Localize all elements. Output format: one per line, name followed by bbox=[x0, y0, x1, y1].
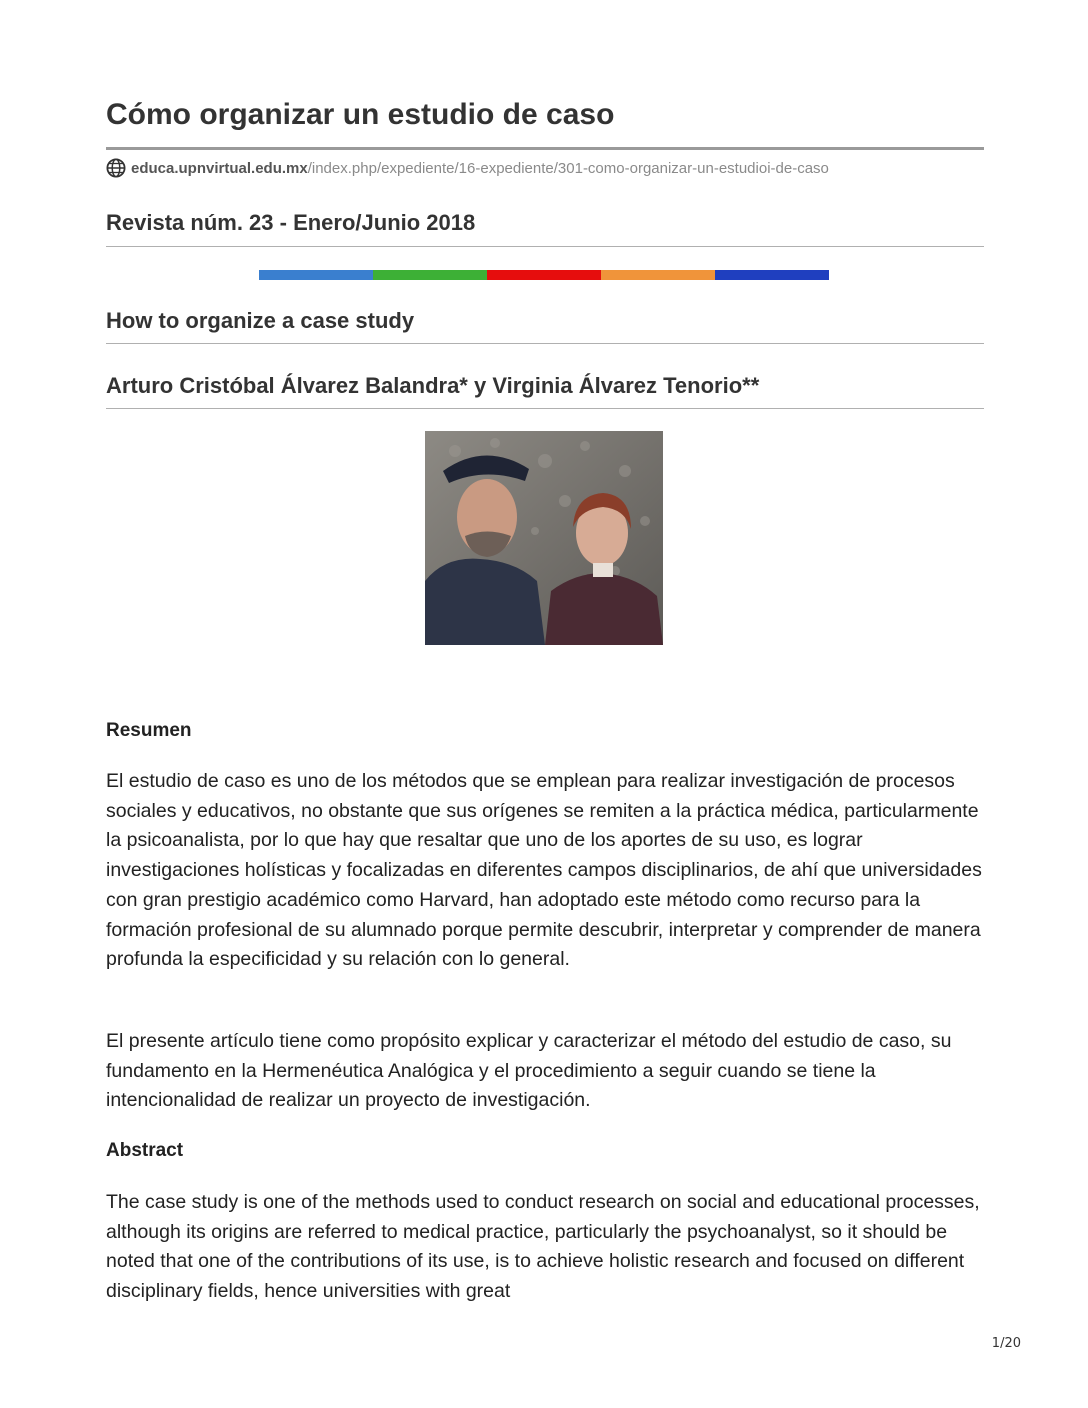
title-divider bbox=[106, 147, 984, 150]
abstract-heading: Abstract bbox=[106, 1140, 184, 1161]
globe-icon bbox=[106, 158, 126, 178]
resumen-heading: Resumen bbox=[106, 720, 192, 741]
abstract-paragraph-1: The case study is one of the methods used to conduct research on social and educational processes, although its origins are referred to medical practice, particularly the psychoanalyst, so it should be noted that one of the contributions of its use, is to achieve holistic research and focused on different disciplinary fields, hence universities with great bbox=[106, 1191, 980, 1303]
divider bbox=[106, 343, 984, 344]
color-bar bbox=[259, 270, 829, 280]
english-title: How to organize a case study bbox=[106, 308, 415, 333]
page-title: Cómo organizar un estudio de caso bbox=[106, 98, 615, 131]
color-bar-segment bbox=[259, 270, 373, 280]
source-url[interactable] bbox=[106, 157, 829, 179]
authors-photo bbox=[425, 431, 663, 645]
divider bbox=[106, 246, 984, 247]
authors-heading: Arturo Cristóbal Álvarez Balandra* y Virginia Álvarez Tenorio** bbox=[106, 373, 760, 398]
resumen-paragraph-1: El estudio de caso es uno de los métodos que se emplean para realizar investigación de procesos sociales y educativos, no obstante que sus orígenes se remiten a la práctica médica, particularmente la psicoanalista, por lo que hay que resaltar que uno de los aportes de su uso, es lograr investigaciones holísticas y focalizadas en diferentes campos disciplinarios, de ahí que universidades con gran prestigio académico como Harvard, han adoptado este método como recurso para la formación profesional de su alumnado porque permite descubrir, interpretar y comprender de manera profunda la especificidad y su relación con lo general. bbox=[106, 770, 982, 971]
divider bbox=[106, 408, 984, 409]
color-bar-segment bbox=[487, 270, 601, 280]
url-domain[interactable]: educa.upnvirtual.edu.mx bbox=[131, 159, 308, 177]
color-bar-segment bbox=[715, 270, 829, 280]
page-number: 1/20 bbox=[991, 1336, 1021, 1351]
resumen-paragraph-2: El presente artículo tiene como propósito explicar y caracterizar el método del estudio de caso, su fundamento en la Hermenéutica Analógica y el procedimiento a seguir cuando se tiene la intencionalidad de realizar un proyecto de investigación. bbox=[106, 1030, 952, 1112]
issue-heading: Revista núm. 23 - Enero/Junio 2018 bbox=[106, 210, 476, 235]
color-bar-segment bbox=[601, 270, 715, 280]
color-bar-segment bbox=[373, 270, 487, 280]
url-path[interactable]: /index.php/expediente/16-expediente/301-como-organizar-un-estudioi-de-caso bbox=[307, 159, 829, 177]
